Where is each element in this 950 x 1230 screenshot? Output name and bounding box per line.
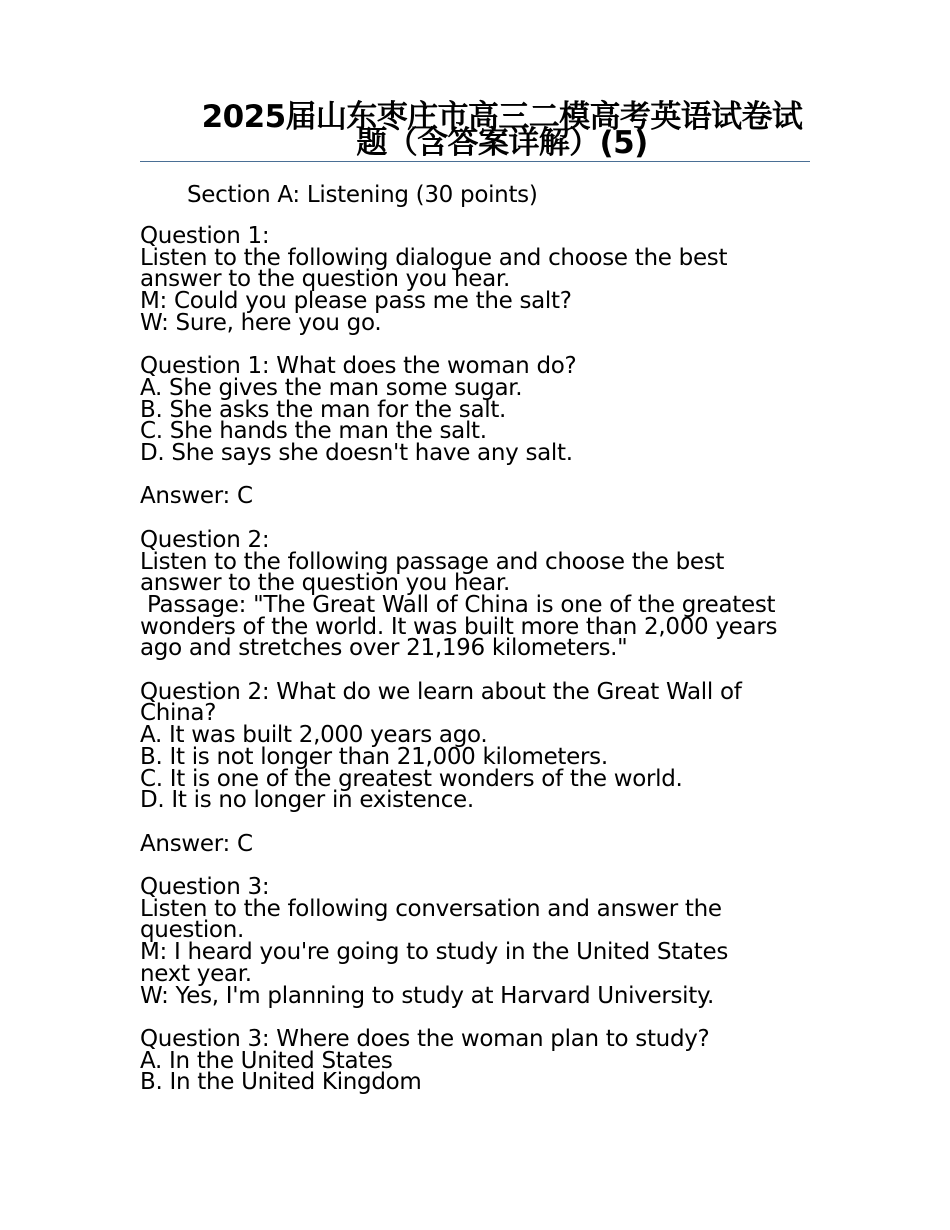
question-3-instruction-line: Listen to the following conversation and answer the — [140, 895, 722, 922]
question-2-answer: Answer: C — [140, 830, 253, 857]
question-3-option-a: A. In the United States — [140, 1047, 393, 1074]
question-1-label: Question 1: — [140, 223, 270, 249]
question-3-label: Question 3: — [140, 874, 270, 900]
question-2-instruction-line: Listen to the following passage and choose the best — [140, 548, 725, 575]
question-2-passage-line: ago and stretches over 21,196 kilometers." — [140, 635, 628, 662]
question-3-prompt: Question 3: Where does the woman plan to study? — [140, 1025, 710, 1052]
question-2-option-b: B. It is not longer than 21,000 kilometers. — [140, 743, 608, 770]
question-3-dialogue-woman: W: Yes, I'm planning to study at Harvard University. — [140, 982, 715, 1009]
title-underline-rule — [140, 161, 810, 162]
question-1-option-a: A. She gives the man some sugar. — [140, 374, 523, 401]
question-2-prompt-continued: China? — [140, 700, 217, 727]
section-heading: Section A: Listening (30 points) — [187, 182, 538, 208]
question-2-passage-line: Passage: "The Great Wall of China is one of the greatest — [140, 591, 776, 618]
question-3-instruction-line: question. — [140, 917, 244, 944]
question-2-option-d: D. It is no longer in existence. — [140, 787, 474, 814]
question-3-dialogue-man-continued: next year. — [140, 960, 252, 987]
question-1-option-d: D. She says she doesn't have any salt. — [140, 440, 573, 467]
question-1-option-b: B. She asks the man for the salt. — [140, 396, 507, 423]
question-1-prompt: Question 1: What does the woman do? — [140, 353, 577, 380]
question-3-dialogue-man: M: I heard you're going to study in the United States — [140, 939, 729, 966]
question-2-label: Question 2: — [140, 526, 270, 553]
document-body — [140, 223, 820, 1096]
question-2-option-c: C. It is one of the greatest wonders of the world. — [140, 765, 683, 792]
question-3-option-b: B. In the United Kingdom — [140, 1069, 422, 1096]
question-1-instruction-line: Listen to the following dialogue and choose the best — [140, 244, 728, 271]
question-1-dialogue-woman: W: Sure, here you go. — [140, 309, 382, 336]
question-2-option-a: A. It was built 2,000 years ago. — [140, 722, 488, 749]
question-1-dialogue-man: M: Could you please pass me the salt? — [140, 288, 572, 315]
question-1-instruction-line: answer to the question you hear. — [140, 266, 510, 293]
question-2-prompt: Question 2: What do we learn about the Great Wall of — [140, 678, 742, 705]
question-1-answer: Answer: C — [140, 483, 253, 510]
question-1-option-c: C. She hands the man the salt. — [140, 418, 487, 445]
question-2-instruction-line: answer to the question you hear. — [140, 570, 510, 597]
question-2-passage-line: wonders of the world. It was built more than 2,000 years — [140, 613, 778, 640]
document-title: 2025届山东枣庄市高三二模高考英语试卷试题（含答案详解）(5) — [201, 99, 803, 161]
